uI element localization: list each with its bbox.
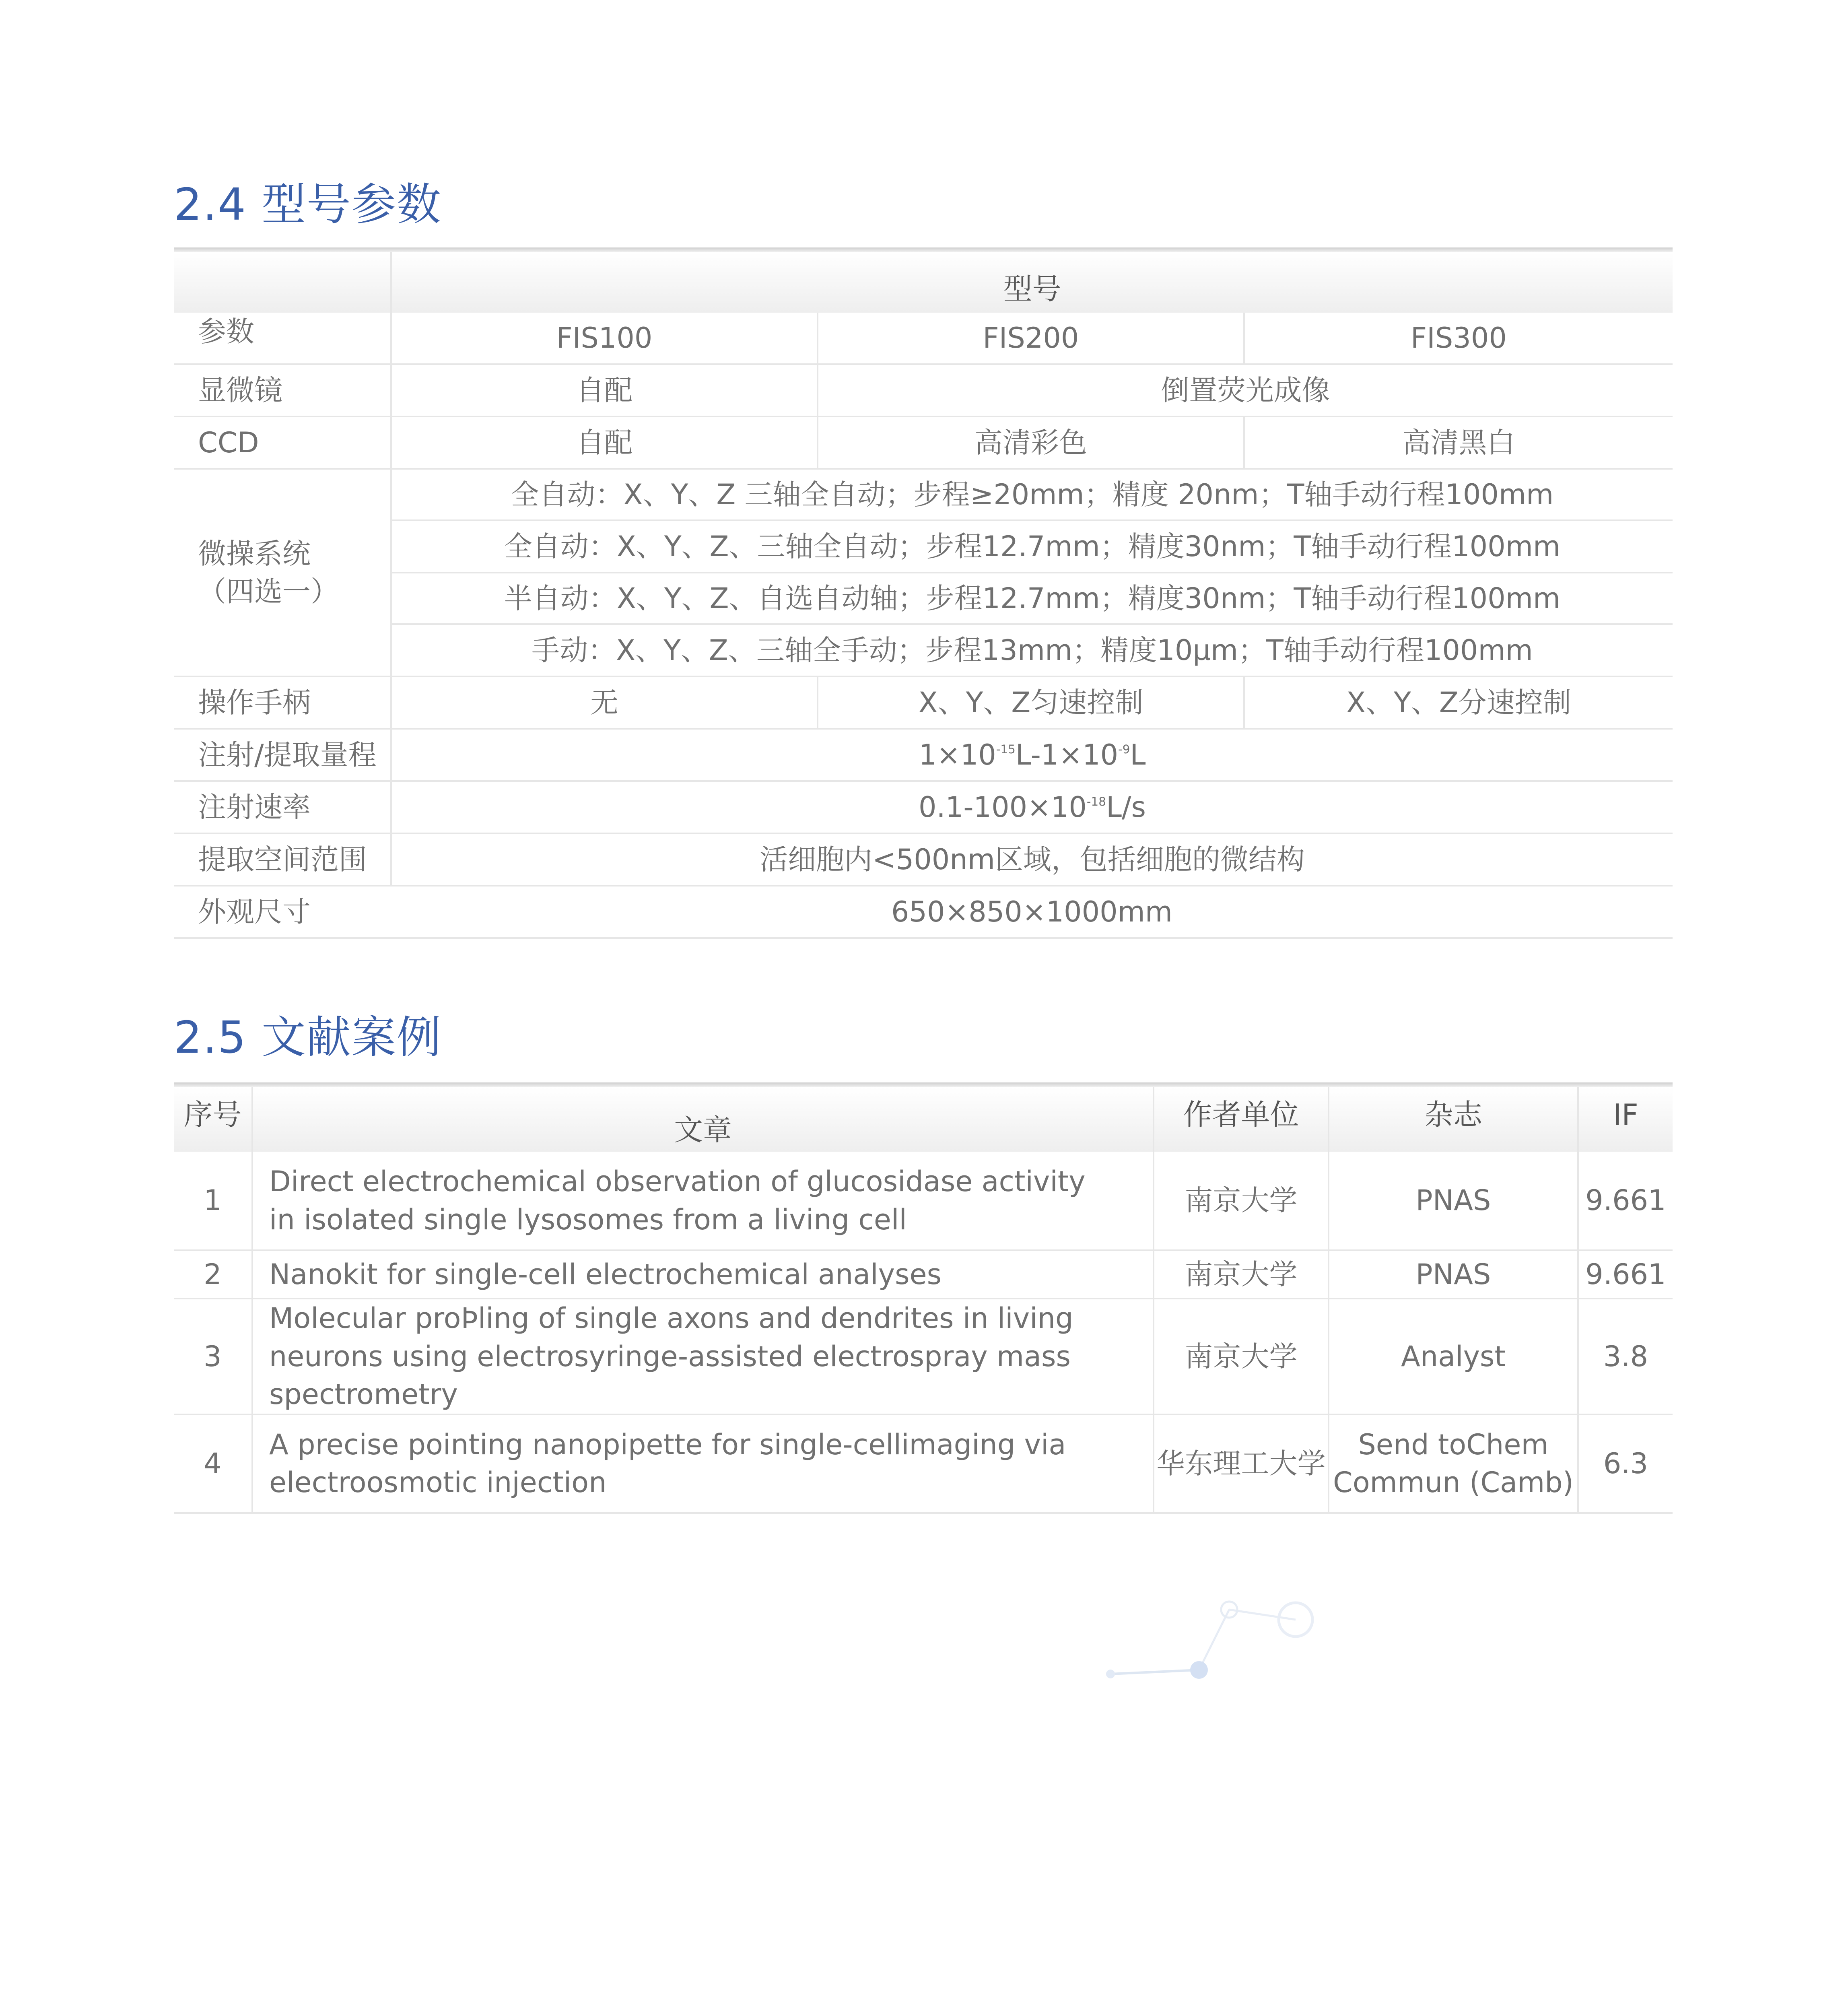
ref-article: Nanokit for single-cell electrochemical analyses [252, 1250, 1154, 1299]
joystick-fis100: 无 [391, 676, 818, 729]
ref-journal: PNAS [1329, 1152, 1578, 1250]
ref-no: 2 [174, 1250, 252, 1299]
row-label-dimensions: 外观尺寸 [174, 886, 391, 938]
joystick-fis300: X、Y、Z分速控制 [1244, 676, 1673, 729]
extraction-space-value: 活细胞内<500nm区域，包括细胞的微结构 [391, 833, 1673, 886]
ccd-fis300: 高清黑白 [1244, 416, 1673, 469]
ref-no: 1 [174, 1152, 252, 1250]
joystick-fis200: X、Y、Z匀速控制 [818, 676, 1244, 729]
table-row [174, 1299, 1673, 1414]
model-params-table [174, 252, 1673, 939]
ref-journal: PNAS [1329, 1250, 1578, 1299]
ref-if: 9.661 [1578, 1250, 1673, 1299]
model-fis200: FIS200 [818, 313, 1244, 364]
references-table [174, 1087, 1673, 1514]
ref-if: 6.3 [1578, 1414, 1673, 1513]
ref-article: A precise pointing nanopipette for single-cellimaging via electroosmotic injection [252, 1414, 1154, 1513]
injection-rate-value: $0.1-100\times 10^{-18}L/s$ [391, 781, 1673, 833]
injection-range-value: $1\times 10^{-15}L-1\times 10^{-9}L$ [391, 729, 1673, 781]
micromanip-option: 全自动：X、Y、Z、三轴全自动；步程12.7mm；精度30nm；T轴手动行程100mm [391, 520, 1673, 573]
row-label-injection-rate: 注射速率 [174, 781, 391, 833]
ref-no: 4 [174, 1414, 252, 1513]
row-label-extraction-space: 提取空间范围 [174, 833, 391, 886]
ref-unit: 华东理工大学 [1154, 1414, 1329, 1513]
header-model: 型号 [391, 252, 1673, 313]
micromanip-label-line1: 微操系统 [198, 537, 311, 570]
header-if: IF [1578, 1087, 1673, 1152]
header-article: 文章 [252, 1087, 1154, 1152]
ref-article: Direct electrochemical observation of glucosidase activity in isolated single lysosomes from a living cell [252, 1152, 1154, 1250]
ref-unit: 南京大学 [1154, 1299, 1329, 1414]
table-row [174, 1250, 1673, 1299]
header-param: 参数 [174, 313, 391, 364]
row-label-microscope: 显微镜 [174, 364, 391, 416]
model-fis300: FIS300 [1244, 313, 1673, 364]
row-label-injection-range: 注射/提取量程 [174, 729, 391, 781]
section-rule [174, 247, 1673, 252]
model-fis100: FIS100 [391, 313, 818, 364]
ref-article: Molecular proÞling of single axons and dendrites in living neurons using electrosyringe-assisted electrospray mass spectrometry [252, 1299, 1154, 1414]
ref-journal: Send toChem Commun (Camb) [1329, 1414, 1578, 1513]
micromanip-label-line2: （四选一） [198, 575, 339, 608]
header-journal: 杂志 [1329, 1087, 1578, 1152]
micromanip-option: 全自动：X、Y、Z 三轴全自动；步程≥20mm；精度 20nm；T轴手动行程100mm [391, 469, 1673, 520]
section-rule [174, 1082, 1673, 1087]
micromanip-option: 手动：X、Y、Z、三轴全手动；步程13mm；精度10μm；T轴手动行程100mm [391, 624, 1673, 676]
row-label-joystick: 操作手柄 [174, 676, 391, 729]
ccd-fis100: 自配 [391, 416, 818, 469]
row-label-micromanip [174, 469, 391, 676]
dimensions-value: 650×850×1000mm [391, 886, 1673, 938]
microscope-other: 倒置荧光成像 [818, 364, 1673, 416]
microscope-fis100: 自配 [391, 364, 818, 416]
ref-unit: 南京大学 [1154, 1152, 1329, 1250]
table-row [174, 1152, 1673, 1250]
row-label-ccd: CCD [174, 416, 391, 469]
ref-no: 3 [174, 1299, 252, 1414]
section-title-model-params: 2.4 型号参数 [174, 179, 442, 230]
micromanip-option: 半自动：X、Y、Z、自选自动轴；步程12.7mm；精度30nm；T轴手动行程100mm [391, 573, 1673, 624]
header-unit: 作者单位 [1154, 1087, 1329, 1152]
section-title-references: 2.5 文献案例 [174, 1012, 442, 1063]
molecule-decoration-icon [1094, 1589, 1336, 1694]
table-row [174, 1414, 1673, 1513]
ref-if: 9.661 [1578, 1152, 1673, 1250]
ref-if: 3.8 [1578, 1299, 1673, 1414]
ref-unit: 南京大学 [1154, 1250, 1329, 1299]
ref-journal: Analyst [1329, 1299, 1578, 1414]
header-no: 序号 [183, 1098, 242, 1132]
ccd-fis200: 高清彩色 [818, 416, 1244, 469]
